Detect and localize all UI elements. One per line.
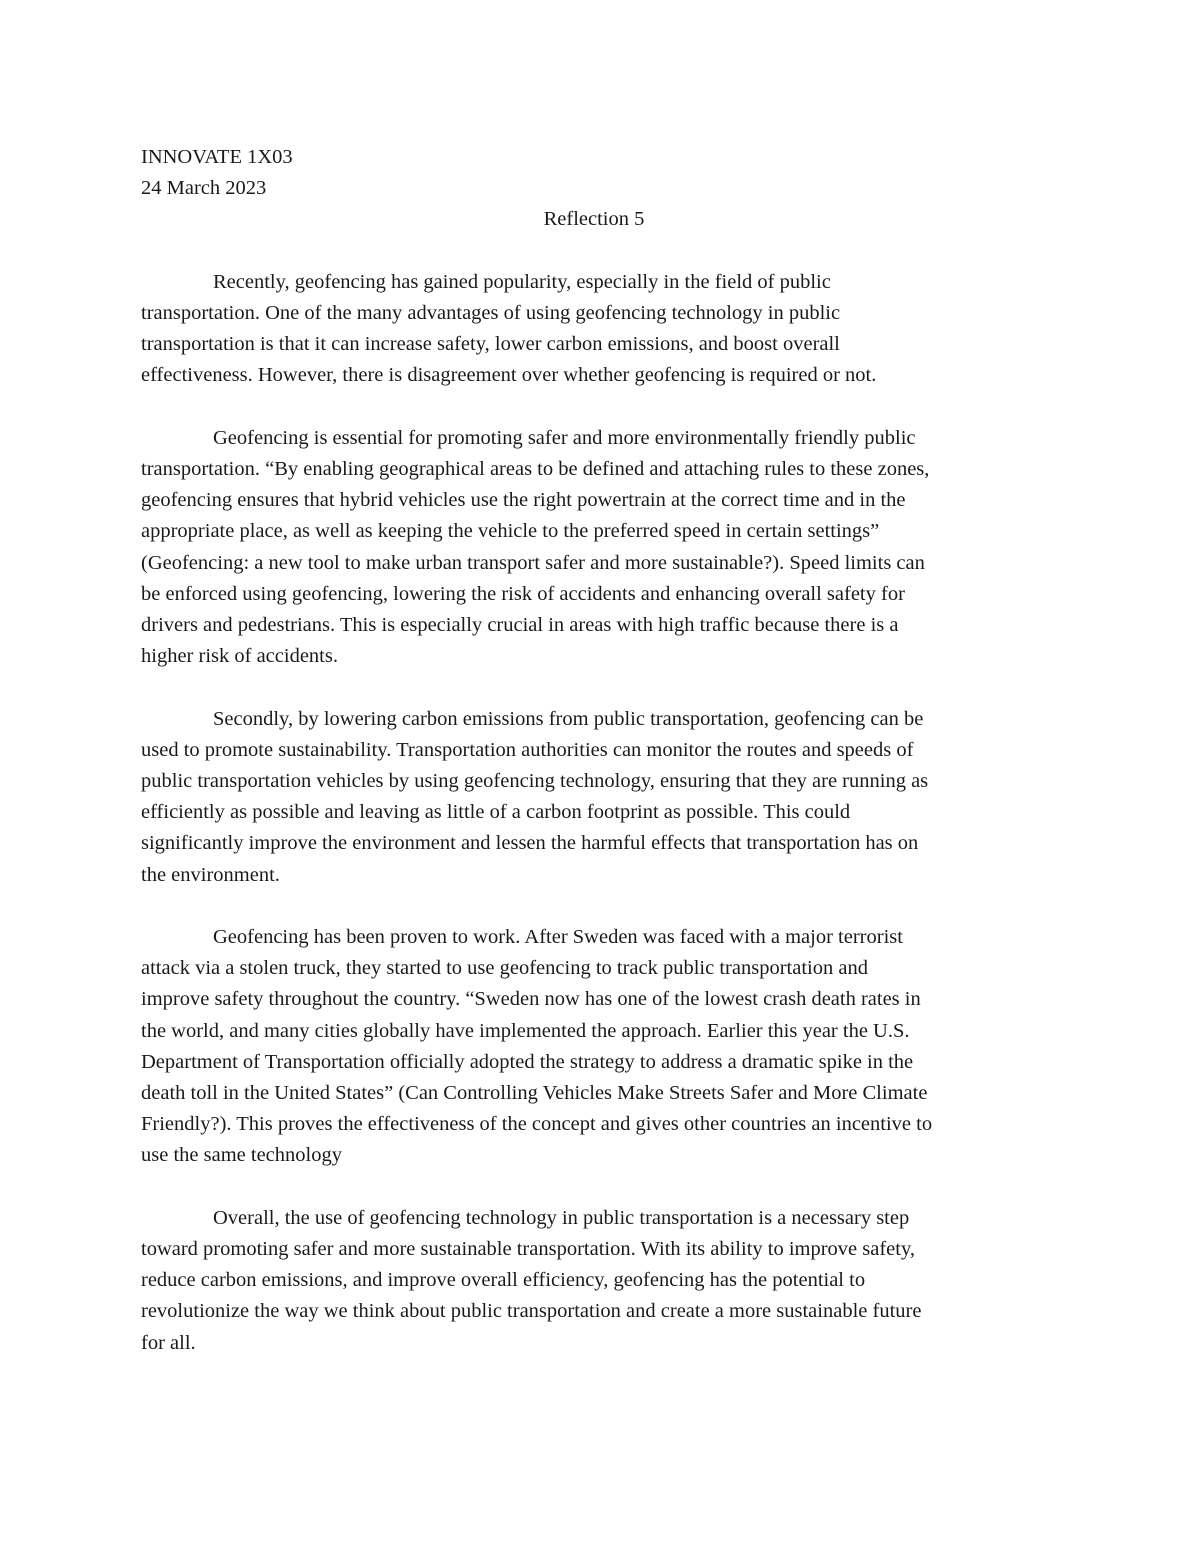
paragraph-line: significantly improve the environment and lessen the harmful effects that transportation has on [141, 832, 919, 855]
paragraph-line: drivers and pedestrians. This is especially crucial in areas with high traffic because there is a [141, 614, 899, 637]
paragraph-3 [141, 704, 1059, 891]
document-date: 24 March 2023 [141, 177, 267, 200]
paragraph-line: effectiveness. However, there is disagreement over whether geofencing is required or not. [141, 364, 877, 387]
paragraph-line: the world, and many cities globally have implemented the approach. Earlier this year the U.S. [141, 1019, 910, 1042]
paragraph-line: public transportation vehicles by using geofencing technology, ensuring that they are running as [141, 770, 929, 793]
document-body [141, 142, 1059, 1359]
paragraph-line: reduce carbon emissions, and improve overall efficiency, geofencing has the potential to [141, 1269, 866, 1292]
paragraph-line: used to promote sustainability. Transportation authorities can monitor the routes and speeds of [141, 738, 914, 761]
paragraph-line: toward promoting safer and more sustainable transportation. With its ability to improve safety, [141, 1238, 916, 1261]
paragraph-line: death toll in the United States” (Can Controlling Vehicles Make Streets Safer and More Climate [141, 1082, 928, 1105]
course-code: INNOVATE 1X03 [141, 146, 293, 168]
paragraph-line: appropriate place, as well as keeping the vehicle to the preferred speed in certain settings” [141, 520, 880, 543]
paragraph-line: Geofencing has been proven to work. After Sweden was faced with a major terrorist [213, 926, 903, 949]
paragraph-line: geofencing ensures that hybrid vehicles use the right powertrain at the correct time and in the [141, 489, 906, 512]
paragraph-line: Recently, geofencing has gained popularity, especially in the field of public [213, 270, 831, 293]
paragraph-line: Department of Transportation officially adopted the strategy to address a dramatic spike in the [141, 1050, 914, 1073]
paragraph-line: revolutionize the way we think about public transportation and create a more sustainable future [141, 1300, 922, 1323]
paragraph-line: higher risk of accidents. [141, 645, 338, 668]
paragraph-line: Overall, the use of geofencing technology in public transportation is a necessary step [213, 1206, 910, 1229]
paragraph-line: Friendly?). This proves the effectiveness of the concept and gives other countries an incentive to [141, 1113, 933, 1136]
paragraph-4 [141, 922, 1059, 1172]
spacer [141, 1172, 1059, 1203]
spacer [141, 392, 1059, 423]
paragraph-line: the environment. [141, 863, 280, 886]
paragraph-line: transportation. “By enabling geographical areas to be defined and attaching rules to these zones, [141, 458, 930, 480]
paragraph-line: for all. [141, 1331, 196, 1354]
document-title: Reflection 5 [543, 208, 645, 231]
paragraph-line: transportation is that it can increase safety, lower carbon emissions, and boost overall [141, 333, 840, 356]
paragraph-line: efficiently as possible and leaving as little of a carbon footprint as possible. This could [141, 801, 851, 824]
paragraph-line: Geofencing is essential for promoting safer and more environmentally friendly public [213, 426, 916, 449]
spacer [141, 672, 1059, 703]
spacer [141, 236, 1059, 267]
paragraph-2 [141, 423, 1059, 673]
paragraph-5 [141, 1203, 1059, 1359]
paragraph-line: use the same technology [141, 1144, 342, 1167]
paragraph-line: (Geofencing: a new tool to make urban transport safer and more sustainable?). Speed limits can [141, 551, 925, 574]
paragraph-1 [141, 267, 1059, 392]
paragraph-line: Secondly, by lowering carbon emissions from public transportation, geofencing can be [213, 707, 924, 730]
paragraph-line: transportation. One of the many advantages of using geofencing technology in public [141, 302, 841, 324]
paragraph-line: be enforced using geofencing, lowering the risk of accidents and enhancing overall safety for [141, 582, 905, 605]
spacer [141, 891, 1059, 922]
paragraph-line: attack via a stolen truck, they started to use geofencing to track public transportation and [141, 957, 868, 980]
paragraph-line: improve safety throughout the country. “Sweden now has one of the lowest crash death rates in [141, 988, 921, 1011]
